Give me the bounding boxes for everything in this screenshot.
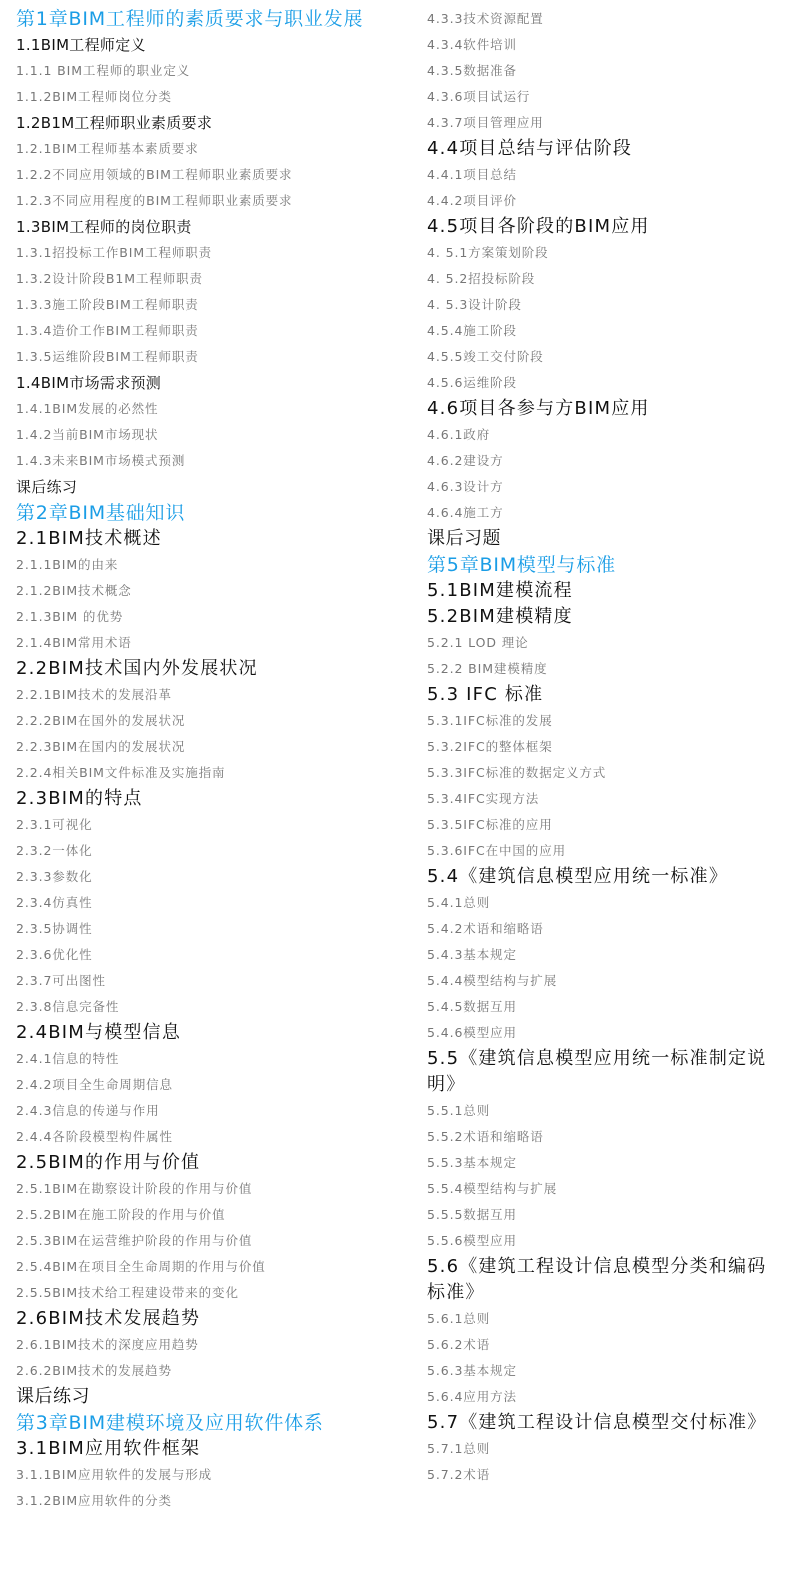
subsection-item: 5.5.4模型结构与扩展: [427, 1181, 558, 1196]
section-heading: 5.6《建筑工程设计信息模型分类和编码标准》: [427, 1256, 767, 1303]
subsection-item: 5.4.4模型结构与扩展: [427, 973, 558, 988]
subsection-item: 1.1.1 BIM工程师的职业定义: [16, 63, 191, 78]
subsection-item: 1.1.2BIM工程师岗位分类: [16, 89, 172, 104]
subsection-item: 5.4.2术语和缩略语: [427, 921, 544, 936]
section-heading: 5.1BIM建模流程: [427, 580, 573, 601]
section-heading: 5.3 IFC 标准: [427, 684, 544, 705]
subsection-item: 4.3.3技术资源配置: [427, 11, 544, 26]
section-heading: 4.6项目各参与方BIM应用: [427, 398, 650, 419]
subsection-item: 2.4.1信息的特性: [16, 1051, 120, 1066]
subsection-item: 4.3.6项目试运行: [427, 89, 531, 104]
subsection-item: 2.3.6优化性: [16, 947, 93, 962]
section-heading: 5.2BIM建模精度: [427, 606, 573, 627]
subsection-item: 2.5.1BIM在勘察设计阶段的作用与价值: [16, 1181, 253, 1196]
subsection-item: 1.3.5运维阶段BIM工程师职责: [16, 349, 199, 364]
subsection-item: 2.4.2项目全生命周期信息: [16, 1077, 173, 1092]
subsection-item: 4.5.4施工阶段: [427, 323, 517, 338]
chapter-heading: 第2章BIM基础知识: [16, 502, 186, 524]
section-heading: 4.5项目各阶段的BIM应用: [427, 216, 650, 237]
subsection-item: 4. 5.2招投标阶段: [427, 271, 536, 286]
subsection-item: 2.1.2BIM技术概念: [16, 583, 132, 598]
subsection-item: 5.5.3基本规定: [427, 1155, 517, 1170]
section-heading: 5.5《建筑信息模型应用统一标准制定说明》: [427, 1048, 767, 1095]
section-heading: 2.1BIM技术概述: [16, 528, 162, 549]
section-heading: 1.4BIM市场需求预测: [16, 374, 162, 392]
section-heading: 2.5BIM的作用与价值: [16, 1152, 201, 1173]
subsection-item: 4.6.3设计方: [427, 479, 504, 494]
subsection-item: 5.7.1总则: [427, 1441, 491, 1456]
subsection-item: 4. 5.3设计阶段: [427, 297, 522, 312]
chapter-heading: 第3章BIM建模环境及应用软件体系: [16, 1412, 324, 1434]
subsection-item: 2.1.4BIM常用术语: [16, 635, 132, 650]
section-heading: 1.3BIM工程师的岗位职责: [16, 218, 192, 236]
subsection-item: 5.4.3基本规定: [427, 947, 517, 962]
subsection-item: 5.6.1总则: [427, 1311, 491, 1326]
subsection-item: 3.1.1BIM应用软件的发展与形成: [16, 1467, 213, 1482]
subsection-item: 2.5.4BIM在项目全生命周期的作用与价值: [16, 1259, 266, 1274]
subsection-item: 4.6.4施工方: [427, 505, 504, 520]
section-heading: 2.3BIM的特点: [16, 788, 143, 809]
subsection-item: 4.4.2项目评价: [427, 193, 517, 208]
subsection-item: 1.3.4造价工作BIM工程师职责: [16, 323, 199, 338]
subsection-item: 2.3.5协调性: [16, 921, 93, 936]
subsection-item: 2.2.1BIM技术的发展沿革: [16, 687, 172, 702]
subsection-item: 2.5.3BIM在运营维护阶段的作用与价值: [16, 1233, 253, 1248]
subsection-item: 5.3.6IFC在中国的应用: [427, 843, 567, 858]
section-heading: 2.2BIM技术国内外发展状况: [16, 658, 258, 679]
subsection-item: 5.2.2 BIM建模精度: [427, 661, 548, 676]
subsection-item: 5.7.2术语: [427, 1467, 491, 1482]
subsection-item: 4.5.6运维阶段: [427, 375, 517, 390]
subsection-item: 2.3.4仿真性: [16, 895, 93, 910]
subsection-item: 2.1.3BIM 的优势: [16, 609, 124, 624]
subsection-item: 1.3.3施工阶段BIM工程师职责: [16, 297, 199, 312]
subsection-item: 5.4.5数据互用: [427, 999, 517, 1014]
subsection-item: 5.6.3基本规定: [427, 1363, 517, 1378]
subsection-item: 5.4.1总则: [427, 895, 491, 910]
toc-right-column: [427, 6, 783, 1488]
subsection-item: 5.6.4应用方法: [427, 1389, 517, 1404]
section-heading: 2.6BIM技术发展趋势: [16, 1308, 201, 1329]
subsection-item: 2.3.7可出图性: [16, 973, 106, 988]
subsection-item: 5.5.6模型应用: [427, 1233, 517, 1248]
subsection-item: 2.5.2BIM在施工阶段的作用与价值: [16, 1207, 226, 1222]
exercise-heading: 课后练习: [16, 1386, 90, 1407]
subsection-item: 1.3.1招投标工作BIM工程师职责: [16, 245, 213, 260]
subsection-item: 5.5.5数据互用: [427, 1207, 517, 1222]
section-heading: 4.4项目总结与评估阶段: [427, 138, 633, 159]
subsection-item: 2.2.2BIM在国外的发展状况: [16, 713, 186, 728]
subsection-item: 5.6.2术语: [427, 1337, 491, 1352]
section-heading: 1.2B1M工程师职业素质要求: [16, 114, 213, 132]
subsection-item: 2.6.2BIM技术的发展趋势: [16, 1363, 172, 1378]
subsection-item: 2.4.4各阶段模型构件属性: [16, 1129, 173, 1144]
subsection-item: 1.4.1BIM发展的必然性: [16, 401, 159, 416]
subsection-item: 2.3.2一体化: [16, 843, 93, 858]
subsection-item: 5.3.5IFC标准的应用: [427, 817, 553, 832]
subsection-item: 5.5.1总则: [427, 1103, 491, 1118]
subsection-item: 3.1.2BIM应用软件的分类: [16, 1493, 172, 1508]
subsection-item: 1.2.2不同应用领域的BIM工程师职业素质要求: [16, 167, 293, 182]
subsection-item: 4.3.5数据准备: [427, 63, 517, 78]
section-heading: 1.1BIM工程师定义: [16, 36, 146, 54]
section-heading: 5.7《建筑工程设计信息模型交付标准》: [427, 1412, 767, 1433]
exercise-heading: 课后练习: [16, 478, 78, 496]
subsection-item: 1.3.2设计阶段B1M工程师职责: [16, 271, 203, 286]
exercise-heading: 课后习题: [427, 528, 501, 549]
section-heading: 5.4《建筑信息模型应用统一标准》: [427, 866, 729, 887]
subsection-item: 2.3.1可视化: [16, 817, 93, 832]
subsection-item: 2.3.8信息完备性: [16, 999, 120, 1014]
subsection-item: 4. 5.1方案策划阶段: [427, 245, 549, 260]
section-heading: 3.1BIM应用软件框架: [16, 1438, 201, 1459]
subsection-item: 4.4.1项目总结: [427, 167, 517, 182]
subsection-item: 4.6.2建设方: [427, 453, 504, 468]
section-heading: 2.4BIM与模型信息: [16, 1022, 182, 1043]
subsection-item: 5.2.1 LOD 理论: [427, 635, 529, 650]
subsection-item: 5.5.2术语和缩略语: [427, 1129, 544, 1144]
subsection-item: 1.4.2当前BIM市场现状: [16, 427, 159, 442]
subsection-item: 1.2.3不同应用程度的BIM工程师职业素质要求: [16, 193, 293, 208]
subsection-item: 5.3.2IFC的整体框架: [427, 739, 553, 754]
subsection-item: 5.3.1IFC标准的发展: [427, 713, 553, 728]
subsection-item: 2.6.1BIM技术的深度应用趋势: [16, 1337, 199, 1352]
subsection-item: 5.4.6模型应用: [427, 1025, 517, 1040]
subsection-item: 4.3.4软件培训: [427, 37, 517, 52]
subsection-item: 4.6.1政府: [427, 427, 491, 442]
subsection-item: 1.4.3未来BIM市场模式预测: [16, 453, 186, 468]
subsection-item: 4.5.5竣工交付阶段: [427, 349, 544, 364]
subsection-item: 4.3.7项目管理应用: [427, 115, 544, 130]
subsection-item: 2.3.3参数化: [16, 869, 93, 884]
toc-left-column: [16, 6, 376, 1514]
subsection-item: 2.2.3BIM在国内的发展状况: [16, 739, 186, 754]
subsection-item: 2.2.4相关BIM文件标准及实施指南: [16, 765, 226, 780]
subsection-item: 5.3.3IFC标准的数据定义方式: [427, 765, 607, 780]
chapter-heading: 第1章BIM工程师的素质要求与职业发展: [16, 8, 364, 30]
subsection-item: 1.2.1BIM工程师基本素质要求: [16, 141, 199, 156]
subsection-item: 2.5.5BIM技术给工程建设带来的变化: [16, 1285, 239, 1300]
subsection-item: 2.1.1BIM的由来: [16, 557, 119, 572]
subsection-item: 2.4.3信息的传递与作用: [16, 1103, 160, 1118]
chapter-heading: 第5章BIM模型与标准: [427, 554, 616, 576]
subsection-item: 5.3.4IFC实现方法: [427, 791, 540, 806]
